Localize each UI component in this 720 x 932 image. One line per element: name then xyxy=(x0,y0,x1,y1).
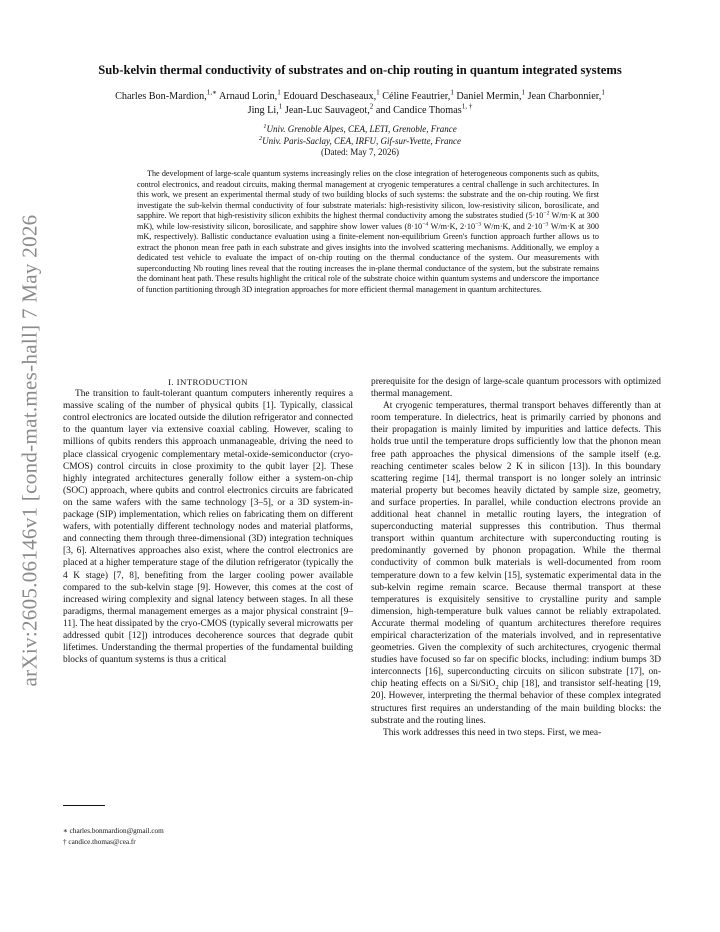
body-paragraph-continued: prerequisite for the design of large-scale quantum processors with optimized thermal management. xyxy=(371,377,661,400)
author-list: Charles Bon-Mardion,$^{1,∗}$ Arnaud Lorin,$^1$ Edouard Deschaseaux,$^1$ Céline Feautrier,$^1$ Daniel Mermin,$^1$ Jean Charbonnier,$^1$ Jing Li,$^1$ Jean-Luc Sauvageot,$^2$ and Candice Thomas$^{1, \dagger}$ xyxy=(115,88,605,116)
abstract: The development of large-scale quantum systems increasingly relies on the close integration of heterogeneous components such as qubits, control electronics, and readout circuits, making thermal management at cryogenic temperatures a central challenge in such architectures. In this work, we present an experimental thermal study of two building blocks of such systems: the substrate and the on-chip routing. We first investigate the sub-kelvin thermal conductivity of four substrate materials: high-resistivity silicon, low-resistivity silicon, borosilicate, and sapphire. We report that high-resistivity silicon exhibits the highest thermal conductivity among the substrates studied ($5\cdot 10^{-2}$ W/m·K at 300 mK), while low-resistivity silicon, borosilicate, and sapphire show lower values ($8\cdot 10^{-4}$ W/m·K, $2\cdot 10^{-3}$ W/m·K, and $2\cdot 10^{-3}$ W/m·K at 300 mK, respectively). Ballistic conductance evaluation using a finite-element non-equilibrium Green's function approach further allows us to extract the phonon mean free path in each substrate and gives insights into the involved scattering mechanisms. Additionally, we employ a dedicated test vehicle to evaluate the impact of on-chip routing on the thermal conductance of the system. Our measurements with superconducting Nb routing lines reveal that the routing increases the in-plane thermal conductance of the system, but the substrate remains the dominant heat path. These results highlight the critical role of the substrate choice within quantum systems and underscore the importance of function partitioning through 3D integration approaches for more efficient thermal management in quantum architectures. xyxy=(137,169,599,294)
footnote-rule xyxy=(63,805,105,806)
affiliation-2: $^2$Univ. Paris-Saclay, CEA, IRFU, Gif-sur-Yvette, France xyxy=(259,134,461,146)
affiliations xyxy=(110,124,610,159)
body-paragraph: At cryogenic temperatures, thermal transport behaves differently than at room temperature. In dielectrics, heat is primarily carried by phonons and their propagation is mainly limited by impurities and lattice defects. This holds true until the temperature drops sufficiently low that the phonon mean free path approaches the physical dimensions of the sample itself (e.g. reaching centimeter scales below 2 K in silicon [13]). In this boundary scattering regime [14], thermal transport is no longer solely an intrinsic material property but becomes heavily dictated by sample size, geometry, and surface properties. In parallel, while conduction electrons provide an additional heat channel in metallic routing layers, the integration of superconducting material suppresses this contribution. Thus thermal transport within quantum architecture with superconducting routing is predominantly governed by phonon propagation. While the thermal conductivity of common bulk materials is well-documented from room temperature down to a few kelvin [15], systematic experimental data in the sub-kelvin regime remain scarce. Because thermal transport at these temperatures is exquisitely sensitive to crystalline purity and sample dimension, high-temperature bulk values cannot be reliably extrapolated. Accurate thermal modeling of quantum architectures therefore requires empirical characterization of the materials involved, and in representative geometries. Given the complexity of such architectures, cryogenic thermal studies have focused so far on specific blocks, including: indium bumps 3D interconnects [16], superconducting circuits on silicon substrate [17], on-chip heating effects on a Si/SiO$_2$ chip [18], and transistor self-heating [19, 20]. However, interpreting the thermal behavior of these complex integrated structures first requires an understanding of the main building blocks: the substrate and the routing lines. xyxy=(371,401,661,726)
left-column xyxy=(63,376,353,666)
right-column xyxy=(371,376,661,739)
footnote-email-1: ∗ charles.bonmardion@gmail.com xyxy=(63,827,164,835)
section-heading-introduction: I. INTRODUCTION xyxy=(168,377,248,387)
dated-line: (Dated: May 7, 2026) xyxy=(321,147,399,157)
arxiv-identifier-stamp xyxy=(8,200,52,700)
body-paragraph: This work addresses this need in two steps. First, we mea- xyxy=(383,727,602,738)
affiliation-1: $^1$Univ. Grenoble Alpes, CEA, LETI, Grenoble, France xyxy=(263,123,457,134)
footnote-email-2: † candice.thomas@cea.fr xyxy=(63,838,136,846)
body-paragraph: The transition to fault-tolerant quantum computers inherently requires a massive scaling of the number of physical qubits [1]. Typically, classical control electronics are located outside the dilution refrigerator and connected to the quantum layer via extensive coaxial cabling. However, scaling to millions of qubits renders this approach unmanageable, driving the need to place classical cryogenic complementary metal-oxide-semiconductor (cryo-CMOS) control circuits in close proximity to the qubit layer [2]. These highly integrated architectures generally follow either a system-on-chip (SOC) approach, where qubits and control electronics circuits are fabricated on the same wafers with the same technology [3–5], or a 3D system-in-package (SIP) implementation, which relies on fabricating them on different wafers, with potentially different technology nodes and material platforms, and connecting them through three-dimensional (3D) integration techniques [3, 6]. Alternatives approaches also exist, where the control electronics are placed at a higher temperature stage of the dilution refrigerator (typically the 4 K stage) [7, 8], benefiting from the larger cooling power available compared to the sub-kelvin stage [9]. However, this comes at the cost of increased wiring complexity and signal latency between stages. In all these paradigms, thermal management emerges as a major physical constraint [9–11]. The heat dissipated by the cryo-CMOS (typically several microwatts per addressed qubit [12]) introduces decoherence sources that degrade qubit lifetimes. Understanding the thermal properties of the fundamental building blocks of quantum systems is thus a critical xyxy=(63,389,353,666)
footnotes xyxy=(63,826,353,848)
arxiv-identifier-text: arXiv:2605.06146v1 [cond-mat.mes-hall] 7 May 2026 xyxy=(17,214,42,686)
paper-title: Sub-kelvin thermal conductivity of substrates and on-chip routing in quantum integrated systems xyxy=(98,63,622,77)
